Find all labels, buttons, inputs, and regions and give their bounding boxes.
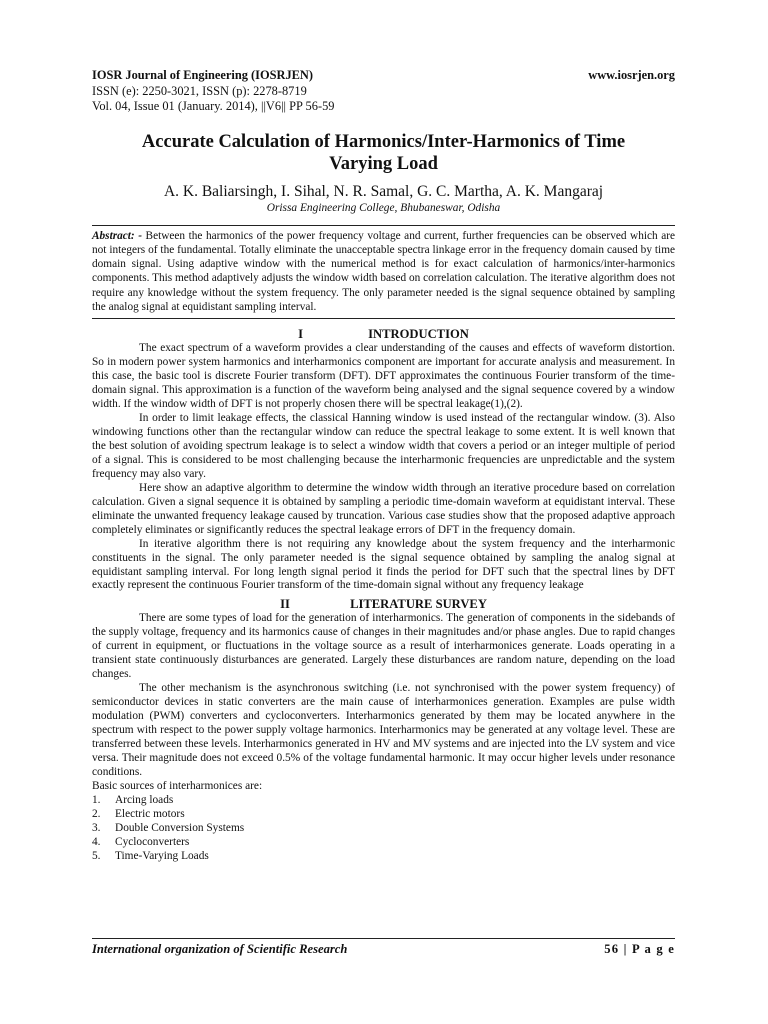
list-item: [92, 794, 675, 808]
intro-paragraph-1: The exact spectrum of a waveform provides a clear understanding of the causes and effects of waveform distortion. So in modern power system harmonics and interharmonics component are important for accurate analysis and measurement. In this case, the basic tool is discrete Fourier transform (DFT). DFT approximates the continuous Fourier transform of the time-domain signal. This approximation is a function of the waveform being analysed and the signal sequence covered by a window width. If the window width of DFT is not properly chosen there will be spectral leakage(1),(2).: [92, 342, 675, 411]
footer-organization: International organization of Scientific Research: [92, 942, 348, 956]
paper-affiliation: Orissa Engineering College, Bhubaneswar, Odisha: [266, 201, 501, 214]
abstract-label: Abstract: -: [92, 229, 142, 242]
section-title: LITERATURE SURVEY: [350, 597, 487, 612]
journal-issn: ISSN (e): 2250-3021, ISSN (p): 2278-8719: [92, 83, 307, 98]
list-item: [92, 822, 675, 836]
page-number: 56 | P a g e: [604, 942, 675, 956]
paper-title: [92, 131, 675, 175]
journal-header: [92, 68, 675, 115]
abstract-text: Between the harmonics of the power frequency voltage and current, further frequencies can be observed which are not integers of the fundamental. Totally eliminate the unacceptable spectra linkage error in the frequency domain caused by time domain signal. Using adaptive window with the numerical method is for exact calculation of harmonics/inter-harmonics components. This method adaptively adjusts the window width based on correlation calculation. The iterative algorithm does not require any knowledge without the system frequency. The only parameter needed is the signal sequence obtained by sampling the analog signal at equidistant sampling interval.: [92, 229, 676, 313]
list-item-text: Time-Varying Loads: [115, 849, 209, 862]
section-number: I: [298, 327, 304, 342]
list-item-text: Double Conversion Systems: [115, 821, 245, 834]
journal-volume: Vol. 04, Issue 01 (January. 2014), ||V6|| PP 56-59: [92, 99, 335, 113]
title-line-2: Varying Load: [329, 153, 438, 174]
intro-paragraph-2: In order to limit leakage effects, the classical Hanning window is used instead of the rectangular window. (3). Also windowing functions other than the rectangular window can reduce the spectral leakage to some extent. It is well known that the best solution of avoiding spectrum leakage is to select a window width that covers a period or an integer multiple of period of a signal. This is considered to be most challenging because the interharmonic frequencies are unpredictable and the system frequency may also vary.: [92, 412, 675, 480]
list-item-number: 1.: [92, 793, 101, 806]
list-item-number: 3.: [92, 821, 101, 834]
intro-paragraph-3: Here show an adaptive algorithm to determine the window width through an iterative procedure based on correlation calculation. Given a signal sequence it is obtained by sampling a periodic time-domain waveform at equidistant interval. These eliminate the unwanted frequency leakage caused by truncation. Various case studies show that the proposed adaptive approach completely eliminates or significantly reduces the spectral leakage errors of DFT in the frequency domain.: [92, 481, 675, 536]
list-item: [92, 836, 675, 850]
journal-website[interactable]: www.iosrjen.org: [588, 68, 675, 82]
list-item-text: Arcing loads: [115, 793, 174, 806]
paper-authors: A. K. Baliarsingh, I. Sihal, N. R. Samal, G. C. Martha, A. K. Mangaraj: [163, 182, 604, 200]
title-line-1: Accurate Calculation of Harmonics/Inter-Harmonics of Time: [141, 131, 626, 152]
section-title: INTRODUCTION: [368, 327, 469, 342]
list-item-number: 2.: [92, 807, 101, 820]
section-number: II: [280, 597, 290, 612]
survey-paragraph-2: The other mechanism is the asynchronous switching (i.e. not synchronised with the power system frequency) of semiconductor devices in static converters are the main cause of interharmonices generation. Examples are pulse width modulation (PWM) converters and cycloconverters. Interharmonics generated by them may be located anywhere in the spectrum with respect to the power supply voltage harmonics. Interharmonics may be generated at any voltage level. These are transferred between these levels. Interharmonics generated in HV and MV systems and are injected into the LV system and vice versa. Their magnitude does not exceed 0.5% of the voltage fundamental harmonic. It may occur higher levels under resonance conditions.: [92, 682, 675, 778]
list-item-number: 4.: [92, 835, 101, 848]
intro-paragraph-4: In iterative algorithm there is not requiring any knowledge about the system frequency and the interharmonic constituents in the signal. The only parameter needed is the signal sequence obtained by sampling the analog signal at equidistant sampling interval. For long length signal period it finds the period for DFT such that the spectral lines by DFT exactly represent the continuous Fourier transform of the time-domain signal without any frequency leakage: [92, 537, 675, 592]
section-heading-literature-survey: [92, 597, 675, 612]
list-item-text: Electric motors: [115, 807, 185, 820]
list-item: [92, 808, 675, 822]
list-item-text: Cycloconverters: [115, 835, 190, 848]
sources-list: [92, 794, 675, 864]
list-item-number: 5.: [92, 849, 101, 862]
list-item: [92, 850, 675, 864]
abstract-block: [92, 225, 675, 320]
survey-paragraph-1: There are some types of load for the generation of interharmonics. The generation of components in the sidebands of the supply voltage, frequency and its harmonics cause of changes in their magnitudes and/or phase angles. Due to rapid changes of current in equipment, or fluctuations in the voltage source as a result of interharmonices generate. Loads operating in a transient state continuously disturbances are generated. Largely these disturbances are random nature, depending on the load changes.: [92, 612, 675, 681]
section-heading-introduction: [92, 327, 675, 342]
sources-list-lead: Basic sources of interharmonices are:: [92, 779, 263, 792]
page-footer: [92, 938, 675, 957]
paper-page: [92, 68, 675, 864]
journal-name: IOSR Journal of Engineering (IOSRJEN): [92, 68, 313, 82]
